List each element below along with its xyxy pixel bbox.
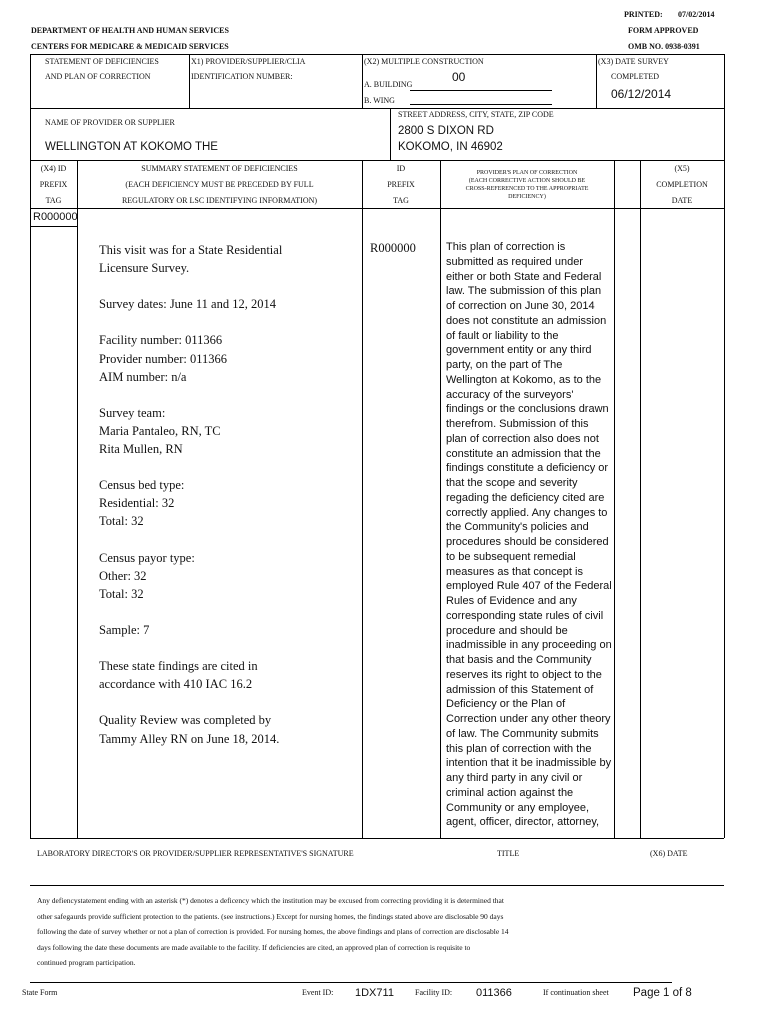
x5-label: (X5) — [674, 164, 690, 173]
plan-of-correction-text: This plan of correction is submitted as required under either or both State and Federal law. The submission of this plan of correction on June 30, 2014 does not constitute an admission of fault or liability to the government entity or any third party, on the part of The Wellington at Kokomo, as to the accuracy of the surveyors' findings or the conclusions drawn therefrom. Submission of this plan of correction also does not constitute an admission that the findings constitute a deficiency or that the scope and severity regading the deficiency cited are correctly applied. Any changes to the Community's policies and procedures should be considered to be subsequent remedial measures as that concept is employed Rule 407 of the Federal Rules of Evidence and any corresponding state rules of civil procedure and should be inadmissible in any proceeding on that basis and the Community reserves its right to object to the admission of this Statement of Deficiency or the Plan of Correction under any other theory of law. The Community submits this plan of correction with the intention that it be inadmissible by any third party in any civil or criminal action against the Community or any employee, agent, officer, director, attorney, — [446, 241, 612, 829]
omb-number: OMB NO. 0938-0391 — [628, 42, 700, 51]
page-number: Page 1 of 8 — [633, 987, 692, 999]
x3-label: (X3) DATE SURVEY — [598, 57, 669, 66]
signature-label: LABORATORY DIRECTOR'S OR PROVIDER/SUPPLIER REPRESENTATIVE'S SIGNATURE — [37, 849, 354, 858]
x2-label: (X2) MULTIPLE CONSTRUCTION — [364, 57, 484, 66]
summary-header-1: SUMMARY STATEMENT OF DEFICIENCIES — [141, 164, 298, 173]
summary-text: This visit was for a State Residential Licensure Survey. Survey dates: June 11 and 12, 2014 Facility number: 011366 Provider number: 011366 AIM number: n/a Survey team: Maria Pantaleo, RN, TC Rita Mullen, RN Census bed type: Residential: 32 Total: 32 Census payor type: Other: 32 Total: 32 Sample: 7 These state findings are cited in accordance with 410 IAC 16.2 Quality Review was completed by Tammy Alley RN on June 18, 2014. — [99, 243, 283, 746]
plan-header-1: PROVIDER'S PLAN OF CORRECTION — [476, 170, 578, 176]
plan-header-3: CROSS-REFERENCED TO THE APPROPRIATE — [465, 186, 589, 192]
street-label: STREET ADDRESS, CITY, STATE, ZIP CODE — [398, 110, 554, 119]
state-form-label: State Form — [22, 988, 58, 997]
city-state-zip: KOKOMO, IN 46902 — [398, 141, 503, 153]
event-id: 1DX711 — [355, 987, 394, 999]
prefix-label: PREFIX — [39, 180, 68, 189]
street-address: 2800 S DIXON RD — [398, 125, 494, 137]
summary-header-2: (EACH DEFICIENCY MUST BE PRECEDED BY FULL — [125, 180, 314, 189]
summary-header-3: REGULATORY OR LSC IDENTIFYING INFORMATION) — [121, 196, 318, 205]
wing-label: B. WING — [364, 96, 395, 105]
completion-label: COMPLETION — [656, 180, 708, 189]
left-tag: R000000 — [33, 211, 78, 223]
x4-id-label: (X4) ID — [40, 164, 67, 173]
completed-label: COMPLETED — [611, 72, 659, 81]
prefix-label-2: PREFIX — [387, 180, 415, 189]
date-label: DATE — [671, 196, 693, 205]
x6-date-label: (X6) DATE — [650, 849, 688, 858]
x2-value: 00 — [452, 70, 466, 84]
survey-date: 06/12/2014 — [611, 87, 672, 101]
x1-label: X1) PROVIDER/SUPPLIER/CLIA — [191, 57, 306, 66]
right-tag: R000000 — [370, 241, 416, 255]
title-label: TITLE — [497, 849, 520, 858]
statement-label-2: AND PLAN OF CORRECTION — [45, 72, 151, 81]
id-label: ID — [396, 164, 406, 173]
x1-sublabel: IDENTIFICATION NUMBER: — [191, 72, 293, 81]
department-title: DEPARTMENT OF HEALTH AND HUMAN SERVICES — [31, 26, 229, 35]
building-label: A. BUILDING — [364, 80, 413, 89]
continuation-label: If continuation sheet — [543, 988, 609, 997]
provider-label: NAME OF PROVIDER OR SUPPLIER — [45, 118, 175, 127]
printed-date: 07/02/2014 — [678, 10, 715, 19]
tag-label: TAG — [45, 196, 62, 205]
tag-label-2: TAG — [393, 196, 409, 205]
facility-id: 011366 — [476, 987, 512, 999]
facility-id-label: Facility ID: — [415, 988, 453, 997]
provider-name: WELLINGTON AT KOKOMO THE — [45, 141, 218, 153]
plan-header-4: DEFICIENCY) — [508, 194, 546, 200]
form-approved: FORM APPROVED — [628, 26, 699, 35]
disclaimer-text: Any defiencystatement ending with an asterisk (*) denotes a deficency which the institution may be excused from correcting providing it is determined that other safegaurds provide sufficient protection to the patients. (see instructions.) Except for nursing homes, the findings stated above are disclosable 90 days following the date of survey whether or not a plan of correction is provided. For nursing homes, the above findings and plans of correction are disclosable 14 days following the date these documents are made available to the facility. If deficiencies are cited, an approved plan of correction is requisite to continued program participation. — [37, 896, 509, 968]
centers-title: CENTERS FOR MEDICARE & MEDICAID SERVICES — [31, 42, 229, 51]
plan-header-2: (EACH CORRECTIVE ACTION SHOULD BE — [468, 178, 586, 184]
statement-label-1: STATEMENT OF DEFICIENCIES — [45, 57, 159, 66]
event-id-label: Event ID: — [302, 988, 334, 997]
printed-label: PRINTED: — [624, 10, 663, 19]
